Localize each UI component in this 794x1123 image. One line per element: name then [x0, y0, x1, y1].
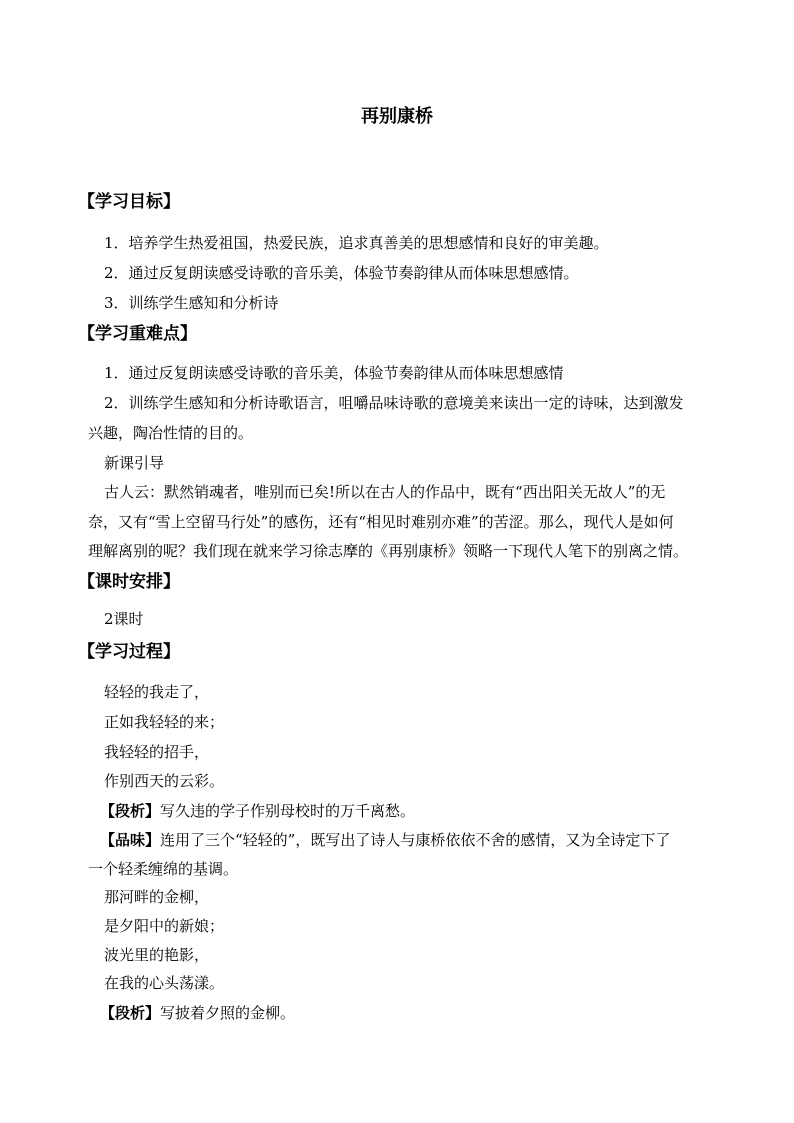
- poem-line: 在我的心头荡漾。: [104, 974, 225, 992]
- poem-line: 作别西天的云彩。: [104, 772, 225, 790]
- analysis-text: 写披着夕照的金柳。: [160, 1004, 296, 1022]
- intro-line-3: 理解离别的呢？我们现在就来学习徐志摩的《再别康桥》领略一下现代人笔下的别离之情。: [88, 542, 689, 560]
- key-point-item-2: 2．训练学生感知和分析诗歌语言，咀嚼品味诗歌的意境美来读出一定的诗味，达到激发: [104, 394, 684, 412]
- key-point-item-1: 1．通过反复朗读感受诗歌的音乐美，体验节奏韵律从而体味思想感情: [104, 364, 564, 382]
- analysis-text: 写久违的学子作别母校时的万千离愁。: [160, 802, 416, 820]
- taste-paragraph-1-cont: 一个轻柔缠绵的基调。: [88, 860, 239, 878]
- heading-key-points: 【学习重难点】: [78, 324, 197, 344]
- taste-text: 连用了三个“轻轻的”，既写出了诗人与康桥依依不舍的感情，又为全诗定下了: [160, 831, 671, 849]
- poem-line: 是夕阳中的新娘；: [104, 917, 225, 935]
- page-title: 再别康桥: [361, 106, 433, 127]
- analysis-paragraph-2: [100, 1002, 295, 1024]
- poem-line: 那河畔的金柳，: [104, 888, 210, 906]
- intro-label: 新课引导: [104, 454, 165, 472]
- analysis-tag: 【段析】: [100, 1004, 161, 1022]
- taste-paragraph-1: [100, 829, 670, 851]
- poem-line: 轻轻的我走了，: [104, 683, 210, 701]
- intro-line-2: 奈，又有“雪上空留马行处”的感伤，还有“相见时难别亦难”的苦涩。那么，现代人是如何: [88, 513, 674, 531]
- goal-item-2: 2．通过反复朗读感受诗歌的音乐美，体验节奏韵律从而体味思想感情。: [104, 264, 579, 282]
- poem-line: 波光里的艳影，: [104, 946, 210, 964]
- intro-line-1: 古人云：默然销魂者，唯别而已矣!所以在古人的作品中，既有“西出阳关无故人”的无: [104, 483, 666, 501]
- heading-process: 【学习过程】: [78, 642, 180, 662]
- goal-item-3: 3．训练学生感知和分析诗: [104, 294, 279, 312]
- poem-line: 我轻轻的招手，: [104, 743, 210, 761]
- taste-tag: 【品味】: [100, 831, 161, 849]
- key-point-item-2-cont: 兴趣，陶冶性情的目的。: [88, 424, 254, 442]
- analysis-paragraph-1: [100, 800, 415, 822]
- heading-goals: 【学习目标】: [78, 192, 180, 212]
- goal-item-1: 1．培养学生热爱祖国，热爱民族，追求真善美的思想感情和良好的审美趣。: [104, 234, 609, 252]
- heading-schedule: 【课时安排】: [78, 572, 180, 592]
- analysis-tag: 【段析】: [100, 802, 161, 820]
- poem-line: 正如我轻轻的来；: [104, 713, 225, 731]
- schedule-text: 2课时: [104, 610, 144, 628]
